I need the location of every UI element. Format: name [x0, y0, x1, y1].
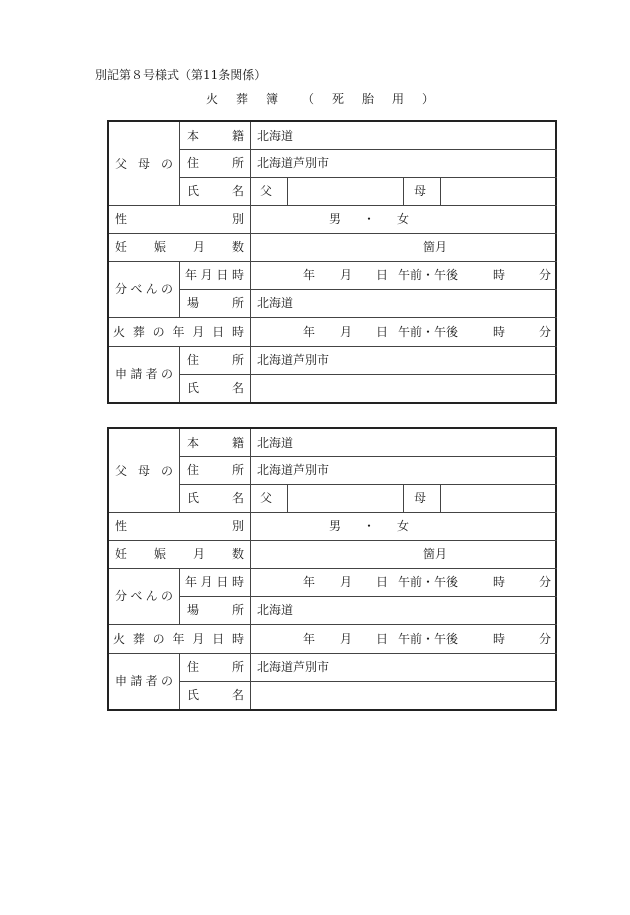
- sex-options: 男 ・ 女: [329, 212, 409, 226]
- name-label: 氏 名: [187, 184, 244, 198]
- cremation-day-unit: 日: [376, 324, 389, 339]
- document-title-main: 火葬簿: [205, 92, 296, 106]
- delivery-month-unit: 月: [340, 268, 353, 282]
- delivery-hour-unit: 時: [493, 575, 506, 589]
- parents-group-label: 父 母 の: [115, 463, 173, 478]
- mother-name-field[interactable]: [441, 178, 556, 204]
- mother-label: 母: [414, 184, 427, 198]
- honseki-label: 本 籍: [187, 435, 244, 450]
- delivery-hour-unit: 時: [493, 268, 506, 282]
- cremation-day-unit: 日: [376, 631, 389, 646]
- document-title: [0, 92, 630, 106]
- applicant-address-value: 北海道芦別市: [257, 660, 330, 674]
- name-label: 氏 名: [187, 491, 244, 505]
- cremation-hour-unit: 時: [493, 324, 506, 339]
- header-note: 別記第８号様式（第11条関係）: [95, 68, 267, 82]
- sex-label: 性 別: [115, 519, 244, 533]
- delivery-month-unit: 月: [340, 575, 353, 589]
- father-name-field[interactable]: [288, 178, 402, 204]
- cremation-register-form-1: [107, 120, 557, 404]
- applicant-name-field[interactable]: [251, 682, 556, 708]
- applicant-group-label: 申 請 者 の: [115, 674, 173, 688]
- delivery-year-unit: 年: [303, 268, 316, 282]
- sex-label: 性 別: [115, 212, 244, 226]
- cremation-am-pm: 午前・午後: [398, 324, 459, 339]
- applicant-address-value: 北海道芦別市: [257, 353, 330, 367]
- applicant-name-label: 氏 名: [187, 688, 244, 702]
- cremation-hour-unit: 時: [493, 631, 506, 646]
- delivery-am-pm: 午前・午後: [398, 575, 459, 589]
- honseki-value: 北海道: [257, 128, 294, 143]
- delivery-day-unit: 日: [376, 575, 389, 589]
- cremation-year-unit: 年: [303, 631, 316, 646]
- delivery-day-unit: 日: [376, 268, 389, 282]
- delivery-year-unit: 年: [303, 575, 316, 589]
- father-label: 父: [260, 184, 273, 198]
- document-title-sub: （死胎用）: [302, 92, 453, 106]
- pregnancy-months-label: 妊 娠 月 数: [115, 240, 244, 254]
- applicant-address-label: 住 所: [187, 353, 244, 367]
- delivery-place-label: 場 所: [187, 603, 244, 617]
- delivery-place-label: 場 所: [187, 296, 244, 310]
- applicant-name-field[interactable]: [251, 375, 556, 401]
- pregnancy-months-label: 妊 娠 月 数: [115, 547, 244, 561]
- months-unit: 箇月: [423, 547, 448, 561]
- honseki-value: 北海道: [257, 435, 294, 450]
- delivery-place-value: 北海道: [257, 603, 294, 617]
- address-value: 北海道芦別市: [257, 156, 330, 170]
- honseki-label: 本 籍: [187, 128, 244, 143]
- address-value: 北海道芦別市: [257, 463, 330, 477]
- delivery-minute-unit: 分: [539, 575, 552, 589]
- cremation-month-unit: 月: [340, 324, 353, 339]
- cremation-minute-unit: 分: [539, 631, 552, 646]
- cremation-am-pm: 午前・午後: [398, 631, 459, 646]
- delivery-datetime-label: 年 月 日 時: [185, 268, 244, 282]
- father-label: 父: [260, 491, 273, 505]
- mother-label: 母: [414, 491, 427, 505]
- cremation-datetime-label: 火 葬 の 年 月 日 時: [113, 631, 244, 646]
- applicant-group-label: 申 請 者 の: [115, 367, 173, 381]
- applicant-address-label: 住 所: [187, 660, 244, 674]
- delivery-place-value: 北海道: [257, 296, 294, 310]
- cremation-year-unit: 年: [303, 324, 316, 339]
- cremation-register-form-2: [107, 427, 557, 711]
- cremation-datetime-label: 火 葬 の 年 月 日 時: [113, 324, 244, 339]
- cremation-month-unit: 月: [340, 631, 353, 646]
- delivery-datetime-label: 年 月 日 時: [185, 575, 244, 589]
- delivery-group-label: 分 べ ん の: [115, 282, 173, 296]
- address-label: 住 所: [187, 463, 244, 477]
- months-unit: 箇月: [423, 240, 448, 254]
- address-label: 住 所: [187, 156, 244, 170]
- parents-group-label: 父 母 の: [115, 156, 173, 171]
- delivery-group-label: 分 べ ん の: [115, 589, 173, 603]
- mother-name-field[interactable]: [441, 485, 556, 511]
- applicant-name-label: 氏 名: [187, 381, 244, 395]
- sex-options: 男 ・ 女: [329, 519, 409, 533]
- delivery-am-pm: 午前・午後: [398, 268, 459, 282]
- delivery-minute-unit: 分: [539, 268, 552, 282]
- cremation-minute-unit: 分: [539, 324, 552, 339]
- father-name-field[interactable]: [288, 485, 402, 511]
